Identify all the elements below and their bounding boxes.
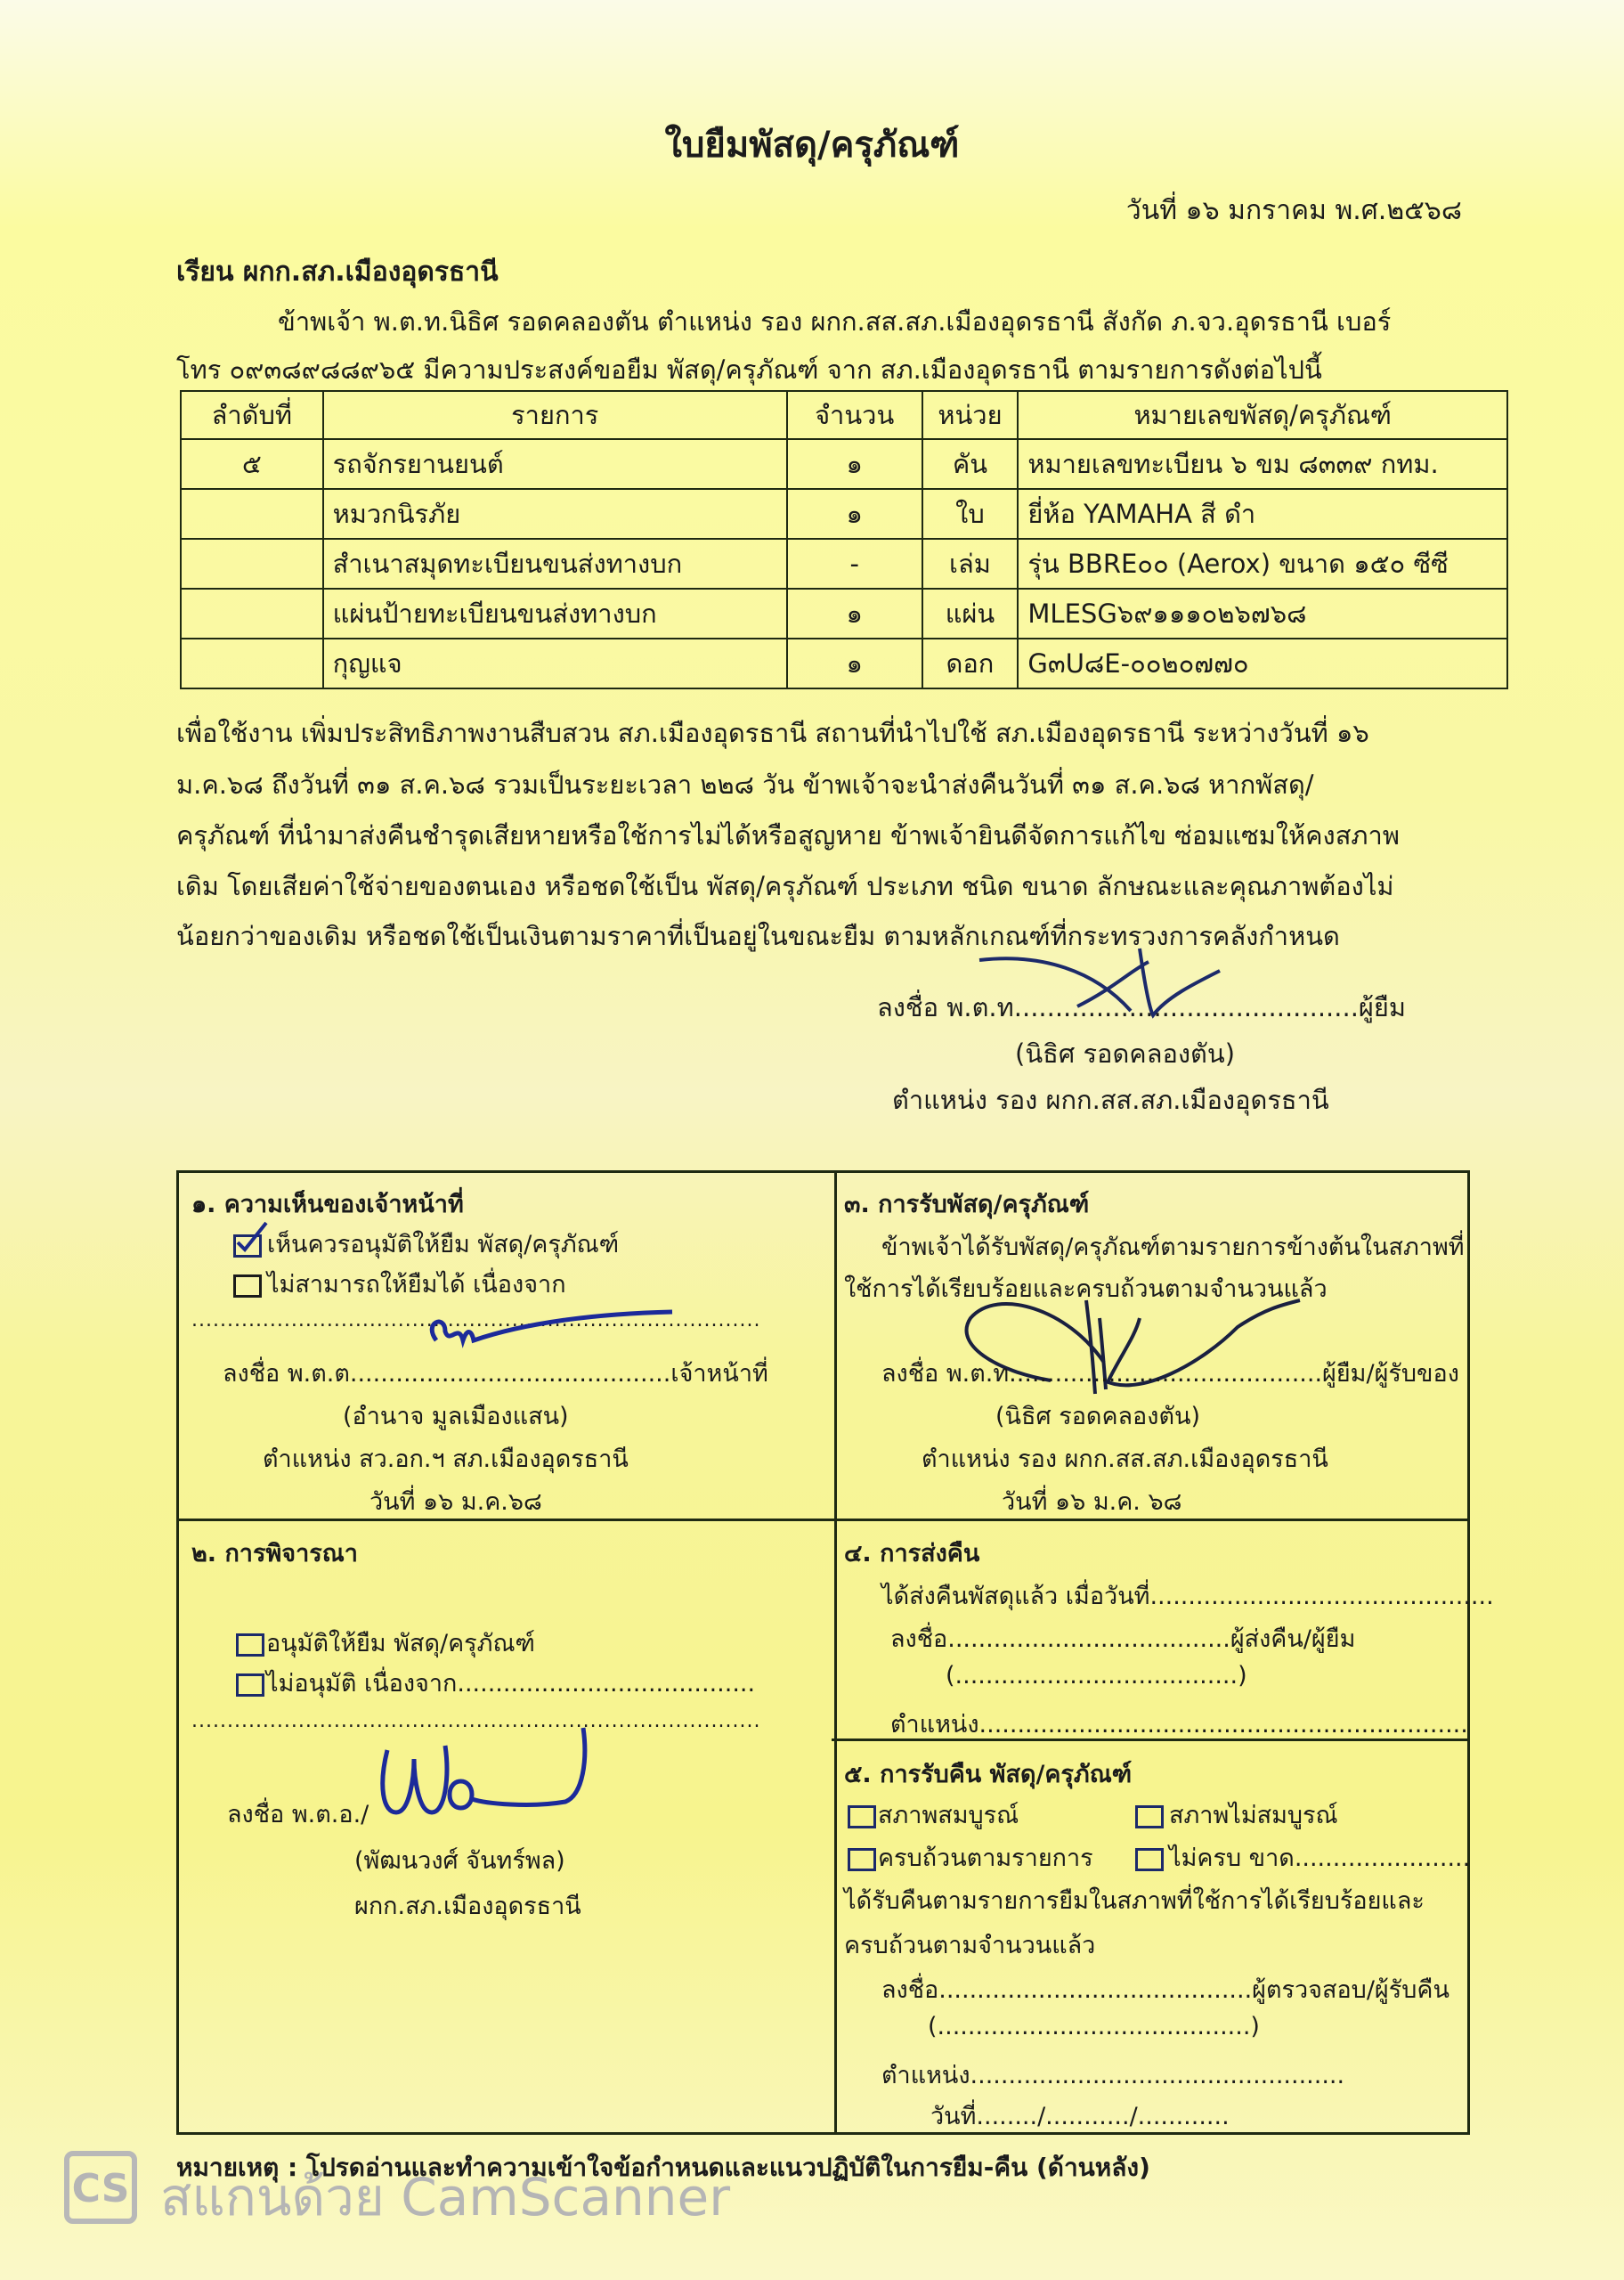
header-unit: หน่วย [922,391,1019,439]
section-5-text-1: ได้รับคืนตามรายการยืมในสภาพที่ใช้การได้เรียบร้อยและ [844,1887,1425,1915]
section-5-position-line: ตำแหน่ง................................................. [881,2062,1345,2089]
body-line-3: ครุภัณฑ์ ที่นำมาส่งคืนชำรุดเสียหายหรือใช้การไม่ได้หรือสูญหาย ข้าพเจ้ายินดีจัดการแก้ไข ซ่อมแซมให้คงสภาพ [176,820,1400,851]
cell-unit: แผ่น [922,589,1019,639]
cell-ref: หมายเลขทะเบียน ๖ ขม ๘๓๓๙ กทม. [1018,439,1507,489]
reject-label: ไม่สามารถให้ยืมได้ เนื่องจาก [267,1271,566,1299]
body-line-4: เดิม โดยเสียค่าใช้จ่ายของตนเอง หรือชดใช้เป็น พัสดุ/ครุภัณฑ์ ประเภท ชนิด ขนาด ลักษณะและคุณภาพต้องไม่ [176,871,1394,901]
section-2-position: ผกก.สภ.เมืองอุดรธานี [354,1893,581,1920]
document-date: วันที่ ๑๖ มกราคม พ.ศ.๒๕๖๘ [1125,195,1462,226]
section-2-option-reject[interactable] [236,1664,755,1702]
table-row [181,589,1507,639]
reject-checkbox[interactable] [233,1274,262,1298]
approve-label: อนุมัติให้ยืม พัสดุ/ครุภัณฑ์ [266,1630,535,1657]
header-item: รายการ [323,391,787,439]
section-3-position: ตำแหน่ง รอง ผกก.สส.สภ.เมืองอุดรธานี [922,1445,1328,1473]
cell-item: รถจักรยานยนต์ [323,439,787,489]
section-5-opt-missing[interactable] [1135,1838,1470,1877]
section-2-name: (พัฒนวงศ์ จันทร์พล) [354,1847,565,1875]
cell-no [181,489,323,539]
cell-item: สำเนาสมุดทะเบียนขนส่งทางบก [323,539,787,589]
cell-no [181,539,323,589]
section-1-option-approve[interactable] [233,1225,619,1263]
intro-line-2: โทร ๐๙๓๘๙๘๘๙๖๕ มีความประสงค์ขอยืม พัสดุ/ครุภัณฑ์ จาก สภ.เมืองอุดรธานี ตามรายการดังต่อไปนี้ [176,354,1322,385]
cell-unit: ใบ [922,489,1019,539]
cell-ref: ยี่ห้อ YAMAHA สี ดำ [1018,489,1507,539]
section-4-name-line: (.....................................) [946,1662,1247,1690]
addressee: เรียน ผกก.สภ.เมืองอุดรธานี [176,256,499,288]
section-1-dotted-line: ................................................................................ [191,1309,761,1331]
section-3-sign-line: ลงชื่อ พ.ต.ท.........................................ผู้ยืม/ผู้รับของ [881,1360,1459,1388]
cell-item: หมวกนิรภัย [323,489,787,539]
full-label: ครบถ้วนตามรายการ [878,1844,1093,1872]
section-4-heading: ๔. การส่งคืน [844,1540,980,1568]
section-5-text-2: ครบถ้วนตามจำนวนแล้ว [844,1932,1096,1959]
camscanner-logo: CS [64,2151,137,2224]
body-line-5: น้อยกว่าของเดิม หรือชดใช้เป็นเงินตามราคาที่เป็นอยู่ในขณะยืม ตามหลักเกณฑ์ที่กระทรวงการคลังกำหนด [176,921,1340,951]
incomplete-label: สภาพไม่สมบูรณ์ [1169,1802,1338,1829]
page-title: ใบยืมพัสดุ/ครุภัณฑ์ [664,125,960,166]
reject-checkbox[interactable] [236,1673,264,1697]
table-row [181,639,1507,688]
intro-line-1: ข้าพเจ้า พ.ต.ท.นิธิศ รอดคลองตัน ตำแหน่ง รอง ผกก.สส.สภ.เมืองอุดรธานี สังกัด ภ.จว.อุดรธานี เบอร์ [278,306,1392,337]
table-row [181,439,1507,489]
section-4-sign-line: ลงชื่อ.....................................ผู้ส่งคืน/ผู้ยืม [890,1625,1356,1653]
section-1-sign-line: ลงชื่อ พ.ต.ต..........................................เจ้าหน้าที่ [223,1360,768,1388]
header-no: ลำดับที่ [181,391,323,439]
checkmark-icon [234,1219,270,1255]
cell-no [181,639,323,688]
cell-qty: ๑ [787,489,922,539]
section-1-option-reject[interactable] [233,1265,566,1303]
approve-checkbox[interactable] [236,1633,264,1657]
approve-checkbox[interactable] [233,1234,262,1258]
footnote: หมายเหตุ : โปรดอ่านและทำความเข้าใจข้อกำหนดและแนวปฏิบัติในการยืม-คืน (ด้านหลัง) [176,2153,1150,2182]
section-2-option-approve[interactable] [236,1624,535,1662]
table-row [181,489,1507,539]
section-1-heading: ๑. ความเห็นของเจ้าหน้าที่ [191,1191,464,1218]
header-ref: หมายเลขพัสดุ/ครุภัณฑ์ [1018,391,1507,439]
section-5-heading: ๕. การรับคืน พัสดุ/ครุภัณฑ์ [844,1761,1133,1788]
table-row [181,539,1507,589]
cell-unit: เล่ม [922,539,1019,589]
items-table [180,390,1508,689]
complete-label: สภาพสมบูรณ์ [878,1802,1019,1829]
cell-ref: G๓U๘E-๐๐๒๐๗๗๐ [1018,639,1507,688]
cell-qty: ๑ [787,589,922,639]
section-1-date: วันที่ ๑๖ ม.ค.๖๘ [369,1488,542,1516]
section-3-heading: ๓. การรับพัสดุ/ครุภัณฑ์ [844,1191,1090,1218]
reject-label: ไม่อนุมัติ เนื่องจาก....................................... [266,1670,756,1698]
borrower-name: (นิธิศ รอดคลองตัน) [1015,1038,1236,1069]
missing-checkbox[interactable] [1135,1848,1164,1871]
cell-item: กุญแจ [323,639,787,688]
cell-ref: รุ่น BBRE๐๐ (Aerox) ขนาด ๑๕๐ ซีซี [1018,539,1507,589]
full-checkbox[interactable] [848,1848,876,1871]
section-4-position-line: ตำแหน่ง................................................................ [890,1711,1468,1738]
section-2-heading: ๒. การพิจารณา [191,1540,358,1568]
body-line-1: เพื่อใช้งาน เพิ่มประสิทธิภาพงานสืบสวน สภ.เมืองอุดรธานี สถานที่นำไปใช้ สภ.เมืองอุดรธานี ระหว่างวันที่ ๑๖ [176,718,1369,748]
cell-qty: ๑ [787,439,922,489]
section-5-name-line: (.........................................) [928,2013,1260,2040]
section-2-sign-line: ลงชื่อ พ.ต.อ./ [227,1801,369,1828]
cell-qty: ๑ [787,639,922,688]
body-line-2: ม.ค.๖๘ ถึงวันที่ ๓๑ ส.ค.๖๘ รวมเป็นระยะเวลา ๒๒๘ วัน ข้าพเจ้าจะนำส่งคืนวันที่ ๓๑ ส.ค.๖๘ หากพัสดุ/ [176,770,1314,800]
incomplete-checkbox[interactable] [1135,1805,1164,1828]
section-2-dotted-line: ................................................................................ [191,1710,761,1732]
section-4-returned-line: ได้ส่งคืนพัสดุแล้ว เมื่อวันที่............................................. [881,1583,1494,1610]
approver-signature [369,1723,601,1830]
borrower-position: ตำแหน่ง รอง ผกก.สส.สภ.เมืองอุดรธานี [892,1085,1329,1115]
section-3-text-2: ใช้การได้เรียบร้อยและครบถ้วนตามจำนวนแล้ว [844,1275,1328,1303]
cell-qty: - [787,539,922,589]
cell-unit: ดอก [922,639,1019,688]
section-3-text-1: ข้าพเจ้าได้รับพัสดุ/ครุภัณฑ์ตามรายการข้างต้นในสภาพที่ [881,1234,1465,1261]
section-3-name: (นิธิศ รอดคลองตัน) [995,1403,1200,1430]
cell-no [181,589,323,639]
section-1-name: (อำนาจ มูลเมืองแสน) [343,1403,569,1430]
table-header-row [181,391,1507,439]
cell-item: แผ่นป้ายทะเบียนขนส่งทางบก [323,589,787,639]
section-5-sign-line: ลงชื่อ.........................................ผู้ตรวจสอบ/ผู้รับคืน [881,1976,1449,2004]
cell-unit: คัน [922,439,1019,489]
section-5-opt-full[interactable] [848,1838,1093,1877]
section-5-date-line: วันที่......../.........../............ [930,2103,1230,2130]
cell-no: ๕ [181,439,323,489]
camscanner-watermark: สแกนด้วย CamScanner [160,2167,731,2227]
complete-checkbox[interactable] [848,1805,876,1828]
borrower-sign-line: ลงชื่อ พ.ต.ท..........................................ผู้ยืม [877,992,1407,1022]
section-3-date: วันที่ ๑๖ ม.ค. ๖๘ [1002,1488,1182,1516]
header-qty: จำนวน [787,391,922,439]
missing-label: ไม่ครบ ขาด....................... [1169,1844,1471,1872]
section-5-opt-complete[interactable] [848,1796,1019,1834]
approve-label: เห็นควรอนุมัติให้ยืม พัสดุ/ครุภัณฑ์ [267,1231,620,1258]
section-1-position: ตำแหน่ง สว.อก.ฯ สภ.เมืองอุดรธานี [263,1445,629,1473]
section-5-opt-incomplete[interactable] [1135,1796,1338,1834]
cell-ref: MLESG๖๙๑๑๑๐๒๖๗๖๘ [1018,589,1507,639]
